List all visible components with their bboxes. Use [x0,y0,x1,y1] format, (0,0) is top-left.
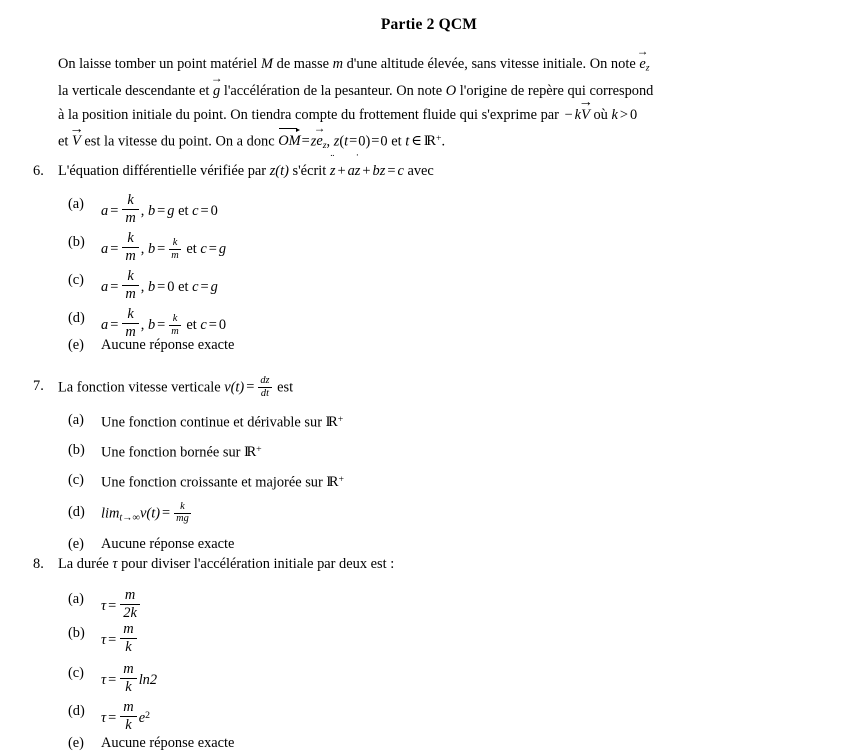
option-7-b[interactable] [0,440,820,470]
fraction-numerator: m [124,587,136,604]
intro-text-segment: de masse [273,56,333,72]
option-8-d[interactable] [0,690,820,733]
vector-e-z [636,43,649,77]
subscript-z: z [645,62,650,74]
symbol-a: a [101,317,109,334]
intro-line-4 [58,121,768,157]
vector-V [578,94,593,128]
equals-sign: = [200,279,209,296]
inline-fraction-dz-over-dt [258,376,271,400]
symbol-a: a [347,163,355,179]
option-8-a[interactable] [0,578,820,621]
symbol-z: z [379,163,386,179]
double-dot-accent-icon: ¨ [330,153,335,166]
equals-sign: = [110,241,119,258]
symbol-k: k [574,106,582,123]
symbol-of-t: (t) [146,505,160,521]
equals-sign: = [246,379,255,396]
option-8-b[interactable] [0,614,820,655]
value-b: g [167,203,175,220]
equals-sign: = [157,203,166,220]
option-label: (d) [68,310,85,326]
option-6-d[interactable] [0,297,820,340]
fraction-denominator: m [171,325,179,337]
fraction-numerator: m [123,699,134,716]
number-zero: 0 [380,133,388,150]
option-6-e[interactable] [0,335,820,359]
value-c: g [218,241,227,258]
stem-text: La fonction vitesse verticale [58,379,225,396]
option-label: (d) [68,503,85,520]
stem-text: avec [403,163,434,179]
symbol-a: a [101,203,109,220]
conjunction-et: et [174,279,193,296]
equals-sign: = [108,598,117,615]
symbol-c: c [192,279,199,296]
value-c: 0 [218,317,227,334]
page-title: Partie 2 QCM [380,16,478,33]
subscript-z: z [322,139,327,151]
equals-sign: = [110,279,119,296]
symbol-e: e [138,710,146,727]
conjunction-et: et [182,317,201,334]
superscript-plus: + [337,413,344,425]
symbol-tau: τ [101,632,107,649]
symbol-z: z [329,163,336,179]
fraction-numerator: k [172,312,178,324]
z-double-dot [329,153,336,181]
separator-comma: , [140,317,148,334]
stem-text: L'équation différentielle vérifiée par [58,163,270,179]
fraction-denominator: m [122,285,138,302]
question-8-stem [0,554,820,574]
symbol-V: V [581,106,590,123]
question-6-number: 6. [33,163,44,179]
fraction-m-over-k [120,622,136,654]
set-R: IR [423,133,434,150]
equals-sign: = [208,317,217,334]
equals-sign: = [157,317,166,334]
superscript-plus: + [256,443,262,455]
symbol-c: c [200,317,207,334]
exponent-2: 2 [145,709,150,721]
fraction-numerator: k [127,230,134,247]
value-b: 0 [167,279,175,296]
option-label: (c) [68,665,84,681]
question-7-number: 7. [33,378,44,394]
minus-sign: − [564,106,573,123]
option-label: (a) [68,411,84,428]
symbol-b: b [372,163,380,179]
option-content: Aucune réponse exacte [101,337,235,353]
set-R: IR [326,473,337,490]
option-text: Une fonction bornée sur [101,443,245,460]
fraction-numerator: k [180,500,185,512]
symbol-t: t [344,133,349,150]
vector-g [210,70,223,104]
intro-text-segment: et [58,133,72,150]
option-8-e[interactable] [0,728,820,754]
greater-than-sign: > [619,106,628,123]
vector-arrow-icon: → [313,121,326,136]
separator-comma: , [140,279,148,296]
option-label: (b) [68,234,85,250]
vector-arrow-icon: → [636,43,649,58]
question-7-stem [0,376,820,400]
option-content: Aucune réponse exacte [101,735,235,751]
question-6-options [0,183,820,359]
equals-sign: = [208,241,217,258]
inline-fraction-k-over-m [169,314,180,338]
option-label: (b) [68,441,85,458]
vector-OM [278,130,300,154]
question-8-number: 8. [33,556,44,572]
fraction-denominator: m [122,323,138,340]
separator-comma: , [140,203,148,220]
symbol-z: z [269,163,276,179]
stem-text: est [273,379,294,396]
fraction-numerator: k [127,268,134,285]
option-label: (e) [68,735,84,751]
symbol-tau: τ [101,598,107,615]
inline-fraction-k-over-mg [174,502,191,526]
value-c: 0 [210,203,218,220]
vector-arrow-icon: → [578,94,593,111]
symbol-a: a [101,279,109,296]
number-zero: 0 [358,133,366,150]
symbol-k: k [611,106,618,123]
question-6 [0,153,820,359]
intro-line-2 [58,70,768,104]
option-text: Une fonction croissante et majorée sur [101,473,327,490]
option-label: (c) [68,272,84,288]
symbol-g: g [213,83,221,100]
symbol-b: b [147,203,156,220]
symbol-a: a [101,241,109,258]
option-content: Aucune réponse exacte [101,535,235,552]
natural-log-2: ln2 [138,672,158,689]
option-8-c[interactable] [0,652,820,695]
limit-operator: lim [101,505,120,521]
z-dot [354,153,361,181]
vector-e-z [313,121,326,154]
fraction-denominator: mg [176,513,189,525]
symbol-t: t [405,133,410,150]
symbol-of-t: (t) [230,379,245,396]
vector-arrow-icon: → [69,121,84,138]
set-R: IR [325,413,336,430]
intro-line-3 [58,94,768,128]
fraction-numerator: dz [260,375,270,386]
paren-open: ( [339,133,345,150]
fraction-denominator: k [120,678,136,695]
question-7 [0,376,820,556]
period: . [441,133,446,150]
plus-sign: + [362,163,371,179]
symbol-e: e [316,133,323,150]
intro-text-segment: On laisse tomber un point matériel [58,56,262,72]
symbol-v: v [140,505,147,521]
option-6-a[interactable] [0,183,820,226]
equals-sign: = [371,133,380,150]
equals-sign: = [108,672,117,689]
option-7-c[interactable] [0,470,820,498]
fraction-numerator: k [172,236,178,248]
stem-text: pour diviser l'accélération initiale par deux est : [117,556,395,572]
symbol-c: c [397,163,404,179]
intro-text-segment: d'une altitude élevée, sans vitesse initiale. On note [342,56,640,72]
symbol-m: m [332,56,343,72]
fraction-numerator: k [127,192,134,209]
fraction-numerator: m [123,621,134,638]
option-7-d[interactable] [0,498,820,530]
symbol-c: c [200,241,207,258]
set-R: IR [244,443,254,460]
question-7-options [0,410,820,556]
conjunction-et: et [182,241,201,258]
symbol-V: V [71,133,81,150]
dot-accent-icon: ˙ [355,153,360,166]
symbol-tau: τ [112,556,118,572]
option-6-c[interactable] [0,259,820,302]
equals-sign: = [301,133,310,150]
intro-text-segment: est la vitesse du point. On a donc [80,133,279,150]
equals-sign: = [157,241,166,258]
intro-line-1 [58,43,768,80]
separator-comma: , [140,241,148,258]
option-text: Une fonction continue et dérivable sur [101,413,326,430]
stem-text: s'écrit [288,163,330,179]
symbol-v: v [224,379,231,396]
intro-text-segment: à la position initiale du point. On tiendra compte du frottement fluide qui s'exprime par [58,106,563,123]
fraction-denominator: m [122,209,138,226]
option-content [101,440,262,462]
option-content [101,623,139,655]
equals-sign: = [162,505,171,521]
element-of-sign: ∈ [411,133,422,150]
fraction-denominator: m [122,247,138,264]
conjunction-et: et [174,203,193,220]
intro-text-segment: l'origine de repère qui correspond [456,83,654,100]
symbol-M: M [261,56,274,72]
symbol-tau: τ [101,672,107,689]
equals-sign: = [110,203,119,220]
symbol-O: O [445,83,457,100]
option-6-b[interactable] [0,221,820,264]
option-7-a[interactable] [0,410,820,440]
option-label: (c) [68,471,84,488]
intro-text-segment: l'accélération de la pesanteur. On note [220,83,446,100]
superscript-plus: + [435,133,442,145]
symbol-tau: τ [101,710,107,727]
option-content [101,410,343,432]
equals-sign: = [108,710,117,727]
equals-sign: = [110,317,119,334]
fraction-denominator: 2k [120,604,140,621]
fraction-numerator: k [127,306,134,323]
equals-sign: = [157,279,166,296]
number-zero: 0 [629,106,638,123]
limit-subscript: t→∞ [119,511,141,523]
option-label: (e) [68,337,84,353]
equals-sign: = [387,163,396,179]
equals-sign: = [108,632,117,649]
option-7-e[interactable] [0,530,820,556]
fraction-numerator: m [123,661,134,678]
option-label: (e) [68,535,84,552]
plus-sign: + [337,163,346,179]
value-c: g [210,279,218,296]
symbol-z: z [354,163,361,179]
symbol-b: b [147,279,156,296]
symbol-b: b [147,241,156,258]
symbol-of-t: (t) [275,163,289,179]
superscript-plus: + [338,473,344,485]
equals-sign: = [200,203,209,220]
symbol-e: e [639,56,646,72]
paren-close: ) [365,133,371,150]
fraction-denominator: k [120,716,136,733]
symbol-z: z [310,133,317,150]
question-6-stem [0,153,820,181]
option-label: (a) [68,591,84,607]
option-label: (b) [68,625,85,641]
option-content [101,502,193,528]
intro-text-segment: où [589,106,612,123]
question-8-options [0,578,820,754]
question-8 [0,554,820,754]
vector-arrow-icon: → [210,70,223,85]
vector-V [69,121,84,154]
symbol-OM: OM [278,133,301,150]
symbol-c: c [192,203,199,220]
symbol-z: z [333,133,340,150]
equals-sign: = [349,133,358,150]
intro-text-segment: la verticale descendante et [58,83,214,100]
fraction-denominator: dt [258,387,271,399]
inline-fraction-k-over-m [169,238,180,262]
option-content [101,470,344,492]
fraction-denominator: k [120,638,136,655]
option-label: (a) [68,196,84,212]
symbol-b: b [147,317,156,334]
fraction-denominator: m [171,249,179,261]
intro-text-segment: et [387,133,406,150]
problem-statement [58,43,768,157]
stem-text: La durée [58,556,113,572]
comma: , [326,133,334,150]
option-label: (d) [68,703,85,719]
